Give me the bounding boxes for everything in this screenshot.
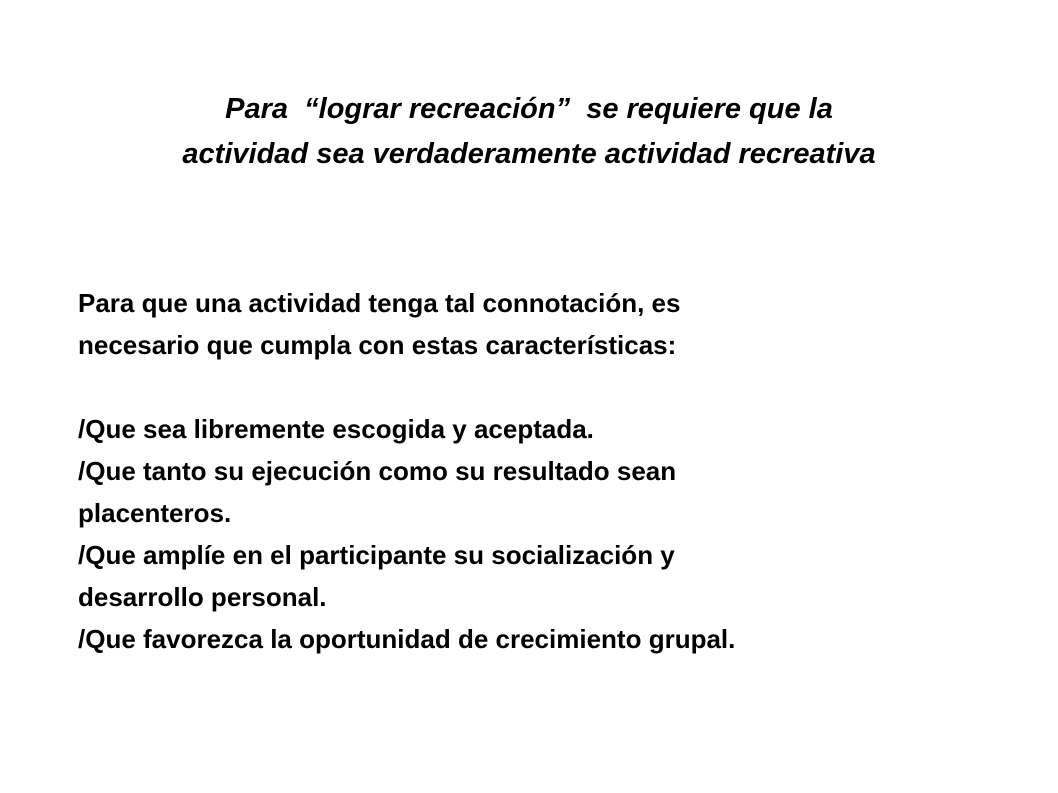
bullet-line: /Que favorezca la oportunidad de crecimiento grupal.	[78, 624, 736, 654]
slide-title-line: actividad sea verdaderamente actividad recreativa	[182, 138, 876, 170]
paragraph-gap	[78, 366, 1038, 408]
intro-line: necesario que cumpla con estas características:	[78, 330, 677, 360]
slide-title-line: Para “lograr recreación” se requiere que la	[225, 93, 833, 125]
bullet-line: /Que sea libremente escogida y aceptada.	[78, 414, 594, 444]
intro-line: Para que una actividad tenga tal connotación, es	[78, 288, 681, 318]
bullet-line: /Que amplíe en el participante su socialización y	[78, 540, 675, 570]
bullet-line: desarrollo personal.	[78, 582, 327, 612]
bullet-line: placenteros.	[78, 498, 232, 528]
bullet-line: /Que tanto su ejecución como su resultado sean	[78, 456, 677, 486]
slide-title	[40, 87, 1018, 177]
slide-body	[78, 282, 1038, 660]
